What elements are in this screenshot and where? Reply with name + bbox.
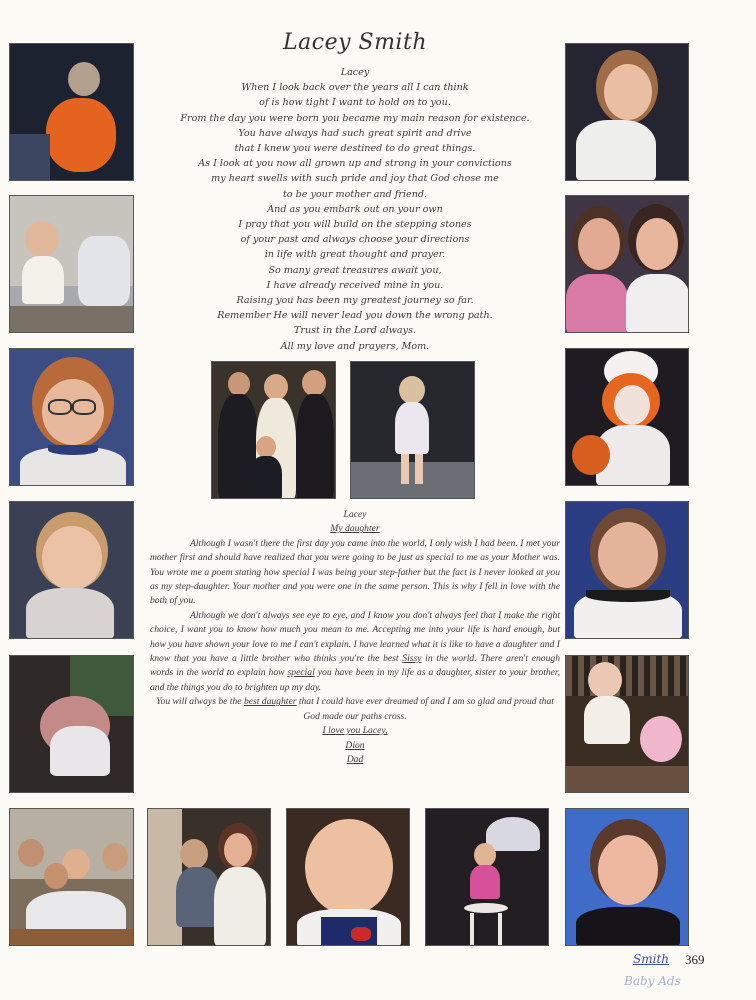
- poem-line: in life with great thought and prayer.: [264, 249, 446, 261]
- photo-girl-umbrella: [425, 808, 549, 946]
- photo-girl-smiling-shirt: [565, 501, 689, 639]
- photo-baby-toys: [565, 655, 689, 793]
- poem-line: From the day you were born you became my main reason for existence.: [180, 112, 530, 124]
- photo-baby-closeup: [286, 808, 410, 946]
- poem-line: You have always had such great spirit and drive: [238, 127, 472, 139]
- letter-paragraph-3: You will always be the best daughter that I could have ever dreamed of and I am so glad and proud that God made our paths cross.: [156, 696, 554, 722]
- letter-closing-3: Dad: [346, 753, 364, 765]
- poem-line: When I look back over the years all I can think: [241, 82, 469, 94]
- letter-paragraph-2: Although we don't always see eye to eye, and I know you don't always feel that I make the right choice, I want you to know how much you mean to me. Accepting me into your life is hard enough, but how you have shown your love to me I can't explain. I have learned what it is like to have a daughter and I know that you have a little brother who thinks you're the best Sissy in the world. There aren't enough words in the world to explain how special you have been in my life as a daughter, sister to your brother, and the things you do to brighten up my day.: [150, 609, 560, 693]
- poem-line: I have already received mine in you.: [266, 279, 444, 291]
- photo-girl-glasses: [9, 348, 134, 486]
- poem-line: of is how tight I want to hold on to you.: [259, 97, 451, 109]
- photo-senior-portrait: [565, 808, 689, 946]
- photo-halloween-child: [9, 43, 134, 181]
- footer-section-label: Baby Ads: [624, 974, 681, 988]
- photo-toddler-outfit: [350, 361, 475, 499]
- photo-wedding-family: [211, 361, 336, 499]
- photo-toddler-smiling: [9, 501, 134, 639]
- photo-toddler-bathroom: [9, 195, 134, 333]
- poem-line: Raising you has been my greatest journey so far.: [236, 295, 474, 307]
- photo-newborn: [9, 655, 134, 793]
- poem-line: my heart swells with such pride and joy that God chose me: [211, 173, 499, 185]
- letter-paragraph-1: Although I wasn't there the first day you came into the world, I only wish I had been. I met your mother first and should have realized that you were going to be just as special to me as your Mother was. You wrote me a poem stating how special I was being your step-father but the fact is I never looked at you as my step-daughter. Your mother and you were one in the same person. This is why I fell in love with the both of you.: [150, 537, 560, 607]
- footer-family-name: Smith: [633, 952, 669, 966]
- photo-clown-costume: [565, 348, 689, 486]
- poem-line: As I look at you now all grown up and strong in your convictions: [198, 158, 512, 170]
- poem-line: Remember He will never lead you down the wrong path.: [217, 310, 493, 322]
- poem-line: I pray that you will build on the stepping stones: [238, 219, 472, 231]
- page-number: 369: [685, 952, 705, 967]
- photo-two-teens: [565, 195, 689, 333]
- poem-line: to be your mother and friend.: [282, 188, 428, 200]
- photo-family-group: [9, 808, 134, 946]
- poem-line: of your past and always choose your directions: [240, 234, 470, 246]
- letter-closing-1: I love you Lacey,: [322, 725, 388, 737]
- letter-heading: My daughter: [330, 523, 380, 535]
- photo-girl-tank-top: [565, 43, 689, 181]
- letter-name: Lacey: [343, 509, 367, 520]
- poem-line: Lacey: [340, 67, 370, 78]
- poem-line: So many great treasures await you,: [268, 264, 442, 276]
- poem-line: Trust in the Lord always.: [293, 325, 417, 337]
- dad-letter: [150, 508, 560, 767]
- mom-poem: [150, 65, 560, 354]
- poem-line: And as you embark out on your own: [267, 203, 443, 215]
- poem-line: All my love and prayers, Mom.: [280, 340, 430, 352]
- page-title: Lacey Smith: [283, 30, 427, 55]
- letter-closing-2: Dion: [345, 739, 365, 751]
- photo-mother-and-son: [147, 808, 271, 946]
- poem-line: that I knew you were destined to do great things.: [234, 143, 476, 155]
